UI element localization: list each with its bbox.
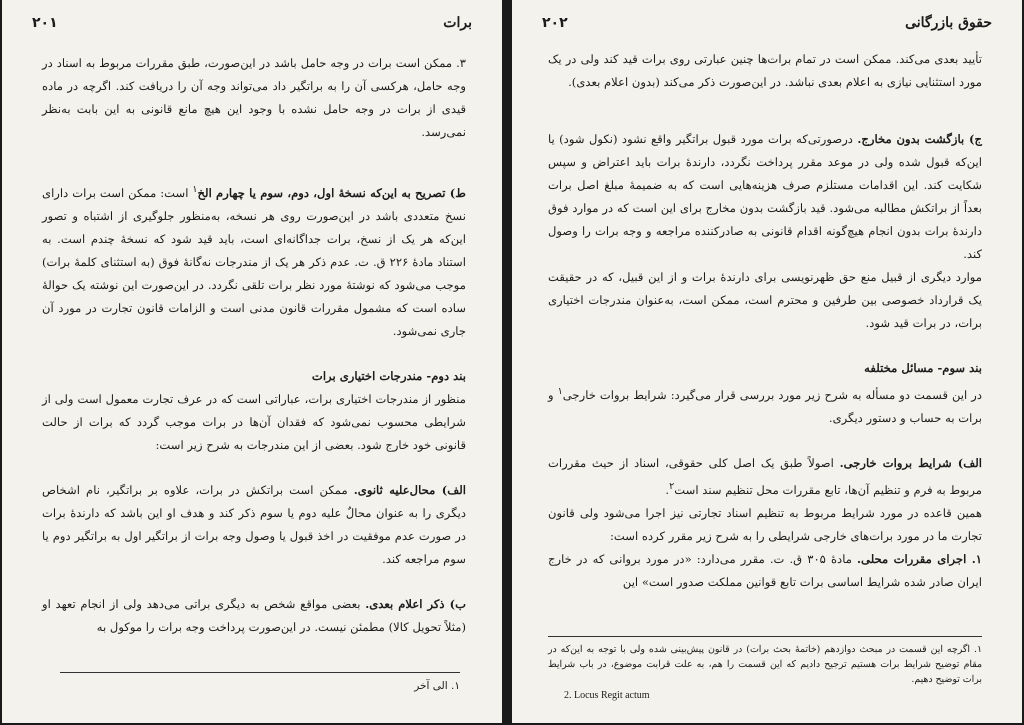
- jim-paragraph: [548, 128, 982, 266]
- right-page-number: ۲۰۲: [542, 15, 568, 31]
- be-text: بعضی مواقع شخص به دیگری براتی می‌دهد ولی از انجام تعهد او (مثلاً تحویل کالا) مطمئن نیست. در این‌صورت پرداخت وجه برات را موکول به: [42, 596, 466, 634]
- left-page: [2, 0, 502, 723]
- alef-paragraph: [42, 479, 466, 571]
- right-footnote-divider: [548, 636, 982, 637]
- be-paragraph: [42, 593, 466, 639]
- alef-text: ممکن است براتکش در برات، علاوه بر براتگیر، نام اشخاص دیگری را به عنوان محالٌ علیه دوم یا سوم ذکر کند و هدف او این باشد که دارندهٔ برات در صورت عدم موفقیت در اخذ قبول یا وصول وجه برات از براتگیر اول به براتگیر دوم یا سوم مراجعه کند.: [42, 482, 466, 566]
- section3-footnote-ref: ۱: [557, 386, 563, 397]
- intro-paragraph: تأیید بعدی می‌کند. ممکن است در تمام برات‌ها چنین عبارتی روی برات قید کند ولی در یک مورد استثنایی نیازی به اعلام بعدی نباشد. در این‌صورت ذکر می‌کند (بدون اعلام بعدی).: [548, 52, 982, 89]
- jim-heading: ج) بازگشت بدون مخارج.: [857, 132, 982, 146]
- section2-heading: بند دوم- مندرجات اختیاری برات: [311, 368, 466, 383]
- paragraph-bearer-draft: ۳. ممکن است برات در وجه حامل باشد در این‌صورت، طبق مقررات مربوط به اسناد در وجه حامل، هرکسی آن را به براتگیر داد می‌تواند وجه آن را دریافت کند. اگرچه در ماده قیدی از برات در وجه حامل نشده با وجود این هیچ مانع قانونی به این بابت به‌نظر نمی‌رسد.: [42, 56, 466, 139]
- alef2-footnote-ref: ۲: [669, 480, 675, 492]
- right-page-body: [548, 48, 982, 594]
- section3-paragraph: در این قسمت دو مسأله به شرح زیر مورد بررسی قرار می‌گیرد: شرایط بروات خارجی$^۱$ و برات به حساب و دستور دیگری.: [548, 386, 982, 425]
- right-page-header: [542, 12, 992, 34]
- jim-text: درصورتی‌که برات مورد قبول براتگیر واقع نشود (نکول شود) یا این‌که قبول شده ولی در موعد مقرر پرداخت نگردد، دارندهٔ برات باید اعتراض و سپس شکایت کند. این اقدامات مستلزم صرف هزینه‌هایی است که به ضمیمهٔ مبلغ اصل برات بعداً از براتکش مطالبه می‌شود. قید بازگشت بدون مخارج برای این است که در موارد فوق دارندهٔ برات بدون انجام هیچ‌گونه اقدام قانونی به صادرکننده مراجعه و وجه برات را وصول کند.: [548, 132, 982, 261]
- section-ta-paragraph: [42, 178, 466, 343]
- left-page-number: ۲۰۱: [32, 15, 58, 31]
- section-ta-heading: ط) تصریح به این‌که نسخهٔ اول، دوم، سوم یا چهارم الخ: [197, 185, 466, 200]
- right-header-title: حقوق بازرگانی: [905, 15, 992, 31]
- alef2-heading: الف) شرایط بروات خارجی.: [839, 455, 982, 470]
- left-page-header: [32, 12, 472, 34]
- right-footnote-1: ۱. اگرچه این قسمت در مبحث دوازدهم (خاتمهٔ بحث برات) در قانون پیش‌بینی شده ولی با توجه به این‌که در مقام توضیح شرایط برات هستیم ترجیح دادیم که این قسمت را هم، به علت قرابت موضوع، در باب شرایط برات توضیح دهیم.: [548, 644, 982, 685]
- right-footnote-2: 2. Locus Regit actum: [564, 690, 650, 701]
- right-page: [512, 0, 1022, 723]
- section-ta-footnote-ref: ۱: [192, 184, 198, 195]
- item1-heading: ۱. اجرای مقررات محلی.: [857, 551, 982, 566]
- alef-heading: الف) محال‌علیه ثانوی.: [353, 482, 466, 497]
- left-header-title: برات: [443, 15, 472, 31]
- left-page-body: [42, 52, 466, 639]
- section2-text: منظور از مندرجات اختیاری برات، عباراتی است که در عرف تجارت معمول است ولی از شرایطی محسوب نمی‌شود که فقدان آن‌ها در برات موجب گردد که برات از حالت قانونی خود خارج شود. بعضی از این مندرجات به شرح زیر است:: [42, 391, 466, 452]
- item1-paragraph: ۱. اجرای مقررات محلی. مادهٔ ۳۰۵ ق. ت. مقرر می‌دارد: «در مورد بروانی که در خارج ایران صادر شده شرایط اساسی برات تابع قوانین مملکت صدور است» این: [548, 551, 982, 589]
- alef2-paragraph: الف) شرایط بروات خارجی. اصولاً طبق یک اصل کلی حقوقی، اسناد از حیث مقررات مربوط به فرم و تنظیم آن‌ها، تابع مقررات محل تنظیم سند است$^۲$.: [548, 455, 982, 497]
- alef2-paragraph-2: همین قاعده در مورد شرایط مربوط به تنظیم اسناد تجارتی نیز اجرا می‌شود ولی قانون تجارت ما در مورد برات‌های خارجی شرایطی را به شرح زیر مقرر کرده است:: [548, 505, 982, 543]
- section-ta-text: است: ممکن است برات دارای نسخ متعددی باشد در این‌صورت روی هر نسخه، به‌منظور جلوگیری از اشتباه و تصور این‌که هر یک از نسخ، برات جداگانه‌ای است، باید قید شود که نسخهٔ چندم است. به استناد مادهٔ ۲۲۶ ق. ت. عدم ذکر هر یک از مندرجات نه‌گانهٔ فوق (به استثنای کلمهٔ برات) موجب می‌شود که نوشتهٔ مورد نظر برات تلقی نگردد. در این‌صورت این نوشته یک حوالهٔ ساده است که مشمول مقررات قانون مدنی است و الزامات قانون تجارت در مورد آن جاری نمی‌شود.: [42, 185, 466, 338]
- be-heading: ب) ذکر اعلام بعدی.: [365, 596, 466, 611]
- jim-paragraph-2: موارد دیگری از قبیل منع حق ظهرنویسی برای دارندهٔ برات و از این قبیل، که در حقیقت یک قرارداد خصوصی بین طرفین و محترم است، ممکن است، به‌عنوان مندرجات اختیاری برات، در برات قید شود.: [548, 270, 982, 330]
- left-footnote: ۱. الی آخر: [414, 680, 460, 692]
- left-footnote-divider: [60, 672, 460, 673]
- section3-heading: بند سوم- مسائل مختلفه: [864, 361, 982, 375]
